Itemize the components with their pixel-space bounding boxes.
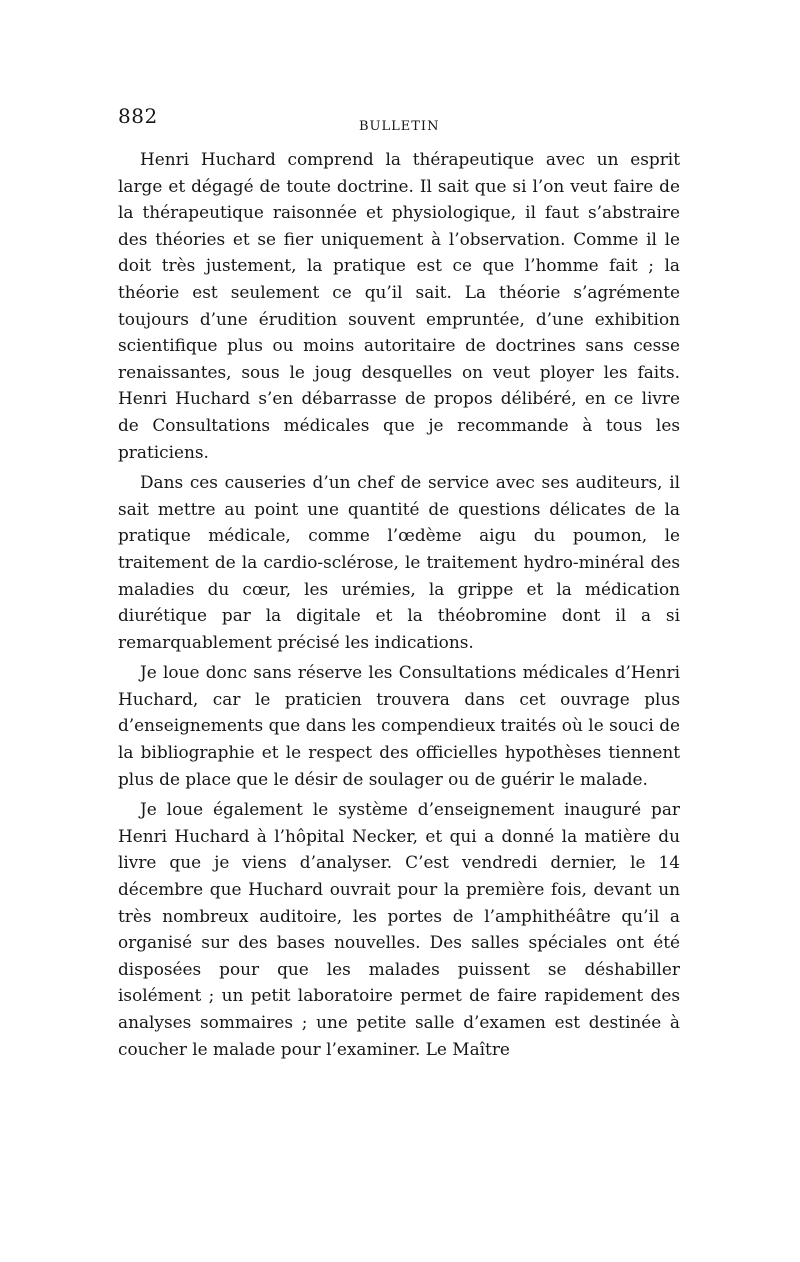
page-header (118, 104, 680, 140)
paragraph-therapeutique: Henri Huchard comprend la thérapeutique avec un esprit large et dégagé de toute doctrine. Il sait que si l’on veut faire de la thérapeutique raisonnée et physiologique, il faut s’abstraire des théories et se fier uniquement à l’observation. Comme il le doit très justement, la pratique est ce que l’homme fait ; la théorie est seulement ce qu’il sait. La théorie s’agrémente toujours d’une érudition souvent empruntée, d’une exhibition scientifique plus ou moins autoritaire de doctrines sans cesse renaissantes, sous le joug desquelles on veut ployer les faits. Henri Huchard s’en débarrasse de propos délibéré, en ce livre de Consultations médicales que je recommande à tous les praticiens. (118, 149, 680, 462)
page-number: 882 (118, 104, 158, 128)
running-head: BULLETIN (359, 119, 440, 134)
paragraph-consultations: Je loue donc sans réserve les Consultations médicales d’Henri Huchard, car le praticien trouvera dans cet ouvrage plus d’enseignements que dans les compendieux traités où le souci de la bibliographie et le respect des officielles hypothèses tiennent plus de place que le désir de soulager ou de guérir le malade. (118, 662, 680, 789)
paragraph-causeries: Dans ces causeries d’un chef de service avec ses auditeurs, il sait mettre au point une quantité de questions délicates de la pratique médicale, comme l’œdème aigu du poumon, le traitement de la cardio-sclérose, le traitement hydro-minéral des maladies du cœur, les urémies, la grippe et la médication diurétique par la digitale et la théobromine dont il a si remarquablement précisé les indications. (118, 472, 680, 652)
book-page (118, 104, 680, 1062)
paragraph-enseignement: Je loue également le système d’enseignement inauguré par Henri Huchard à l’hôpital Necker, et qui a donné la matière du livre que je viens d’analyser. C’est vendredi dernier, le 14 décembre que Huchard ouvrait pour la première fois, devant un très nombreux auditoire, les portes de l’amphithéâtre qu’il a organisé sur des bases nouvelles. Des salles spéciales ont été disposées pour que les malades puissent se déshabiller isolément ; un petit laboratoire permet de faire rapidement des analyses sommaires ; une petite salle d’examen est destinée à coucher le malade pour l’examiner. Le Maître (118, 799, 680, 1059)
body-text (118, 146, 680, 1062)
